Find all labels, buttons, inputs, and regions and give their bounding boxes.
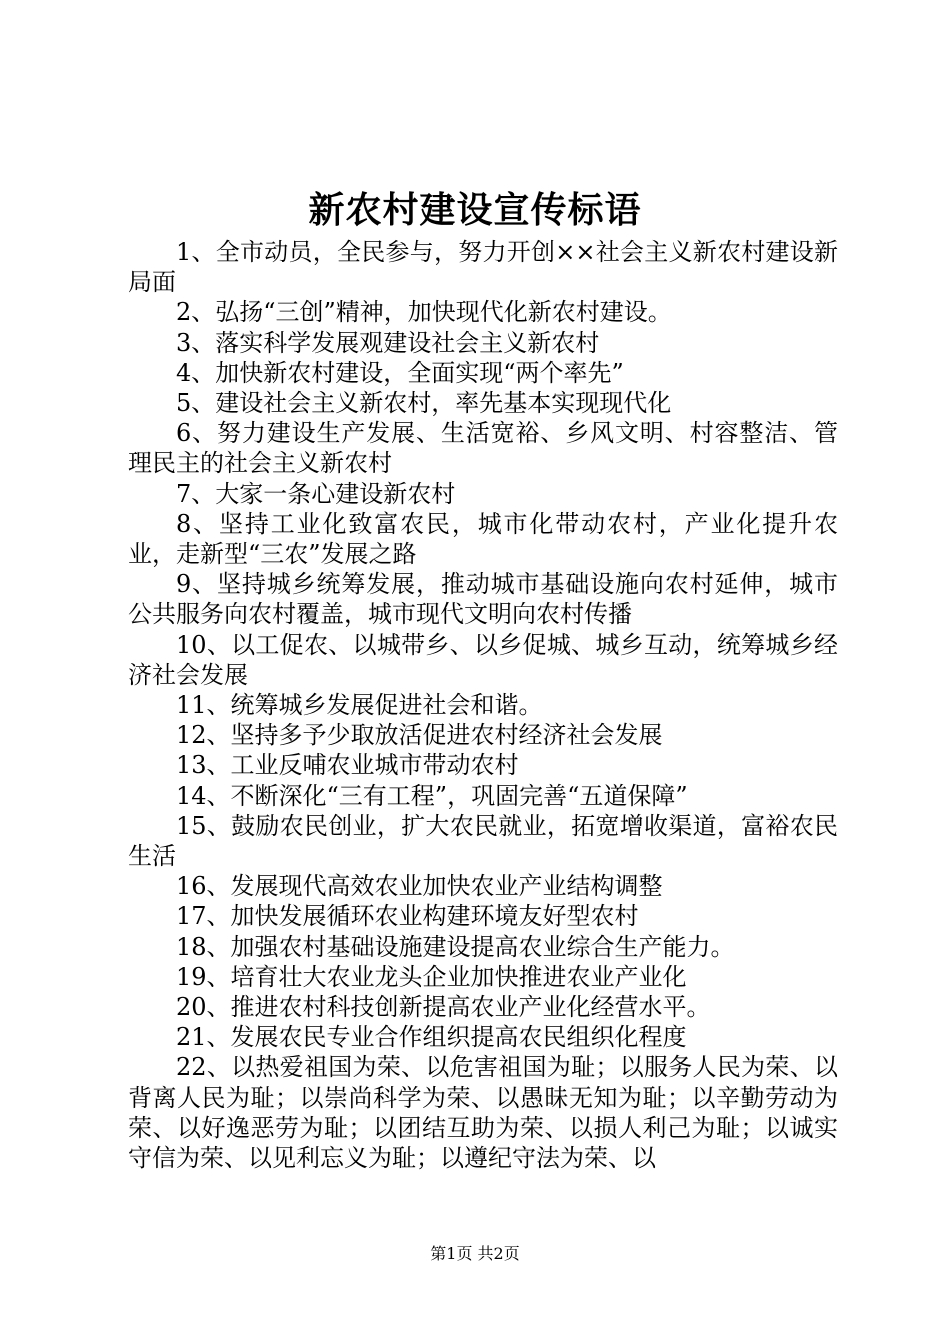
document-body (128, 237, 838, 1173)
slogan-item: 22、以热爱祖国为荣、以危害祖国为耻；以服务人民为荣、以背离人民为耻；以崇尚科学为荣、以愚昧无知为耻；以辛勤劳动为荣、以好逸恶劳为耻；以团结互助为荣、以损人利己为耻；以诚实守信为荣、以见利忘义为耻；以遵纪守法为荣、以 (128, 1053, 838, 1173)
slogan-item: 4、加快新农村建设，全面实现“两个率先” (176, 358, 624, 387)
slogan-item: 20、推进农村科技创新提高农业产业化经营水平。 (176, 993, 711, 1022)
slogan-item: 12、坚持多予少取放活促进农村经济社会发展 (176, 721, 663, 750)
slogan-item: 15、鼓励农民创业，扩大农民就业，拓宽增收渠道，富裕农民生活 (128, 811, 838, 871)
slogan-item: 11、统筹城乡发展促进社会和谐。 (176, 691, 543, 720)
slogan-item: 16、发展现代高效农业加快农业产业结构调整 (176, 872, 663, 901)
slogan-item: 1、全市动员，全民参与，努力开创××社会主义新农村建设新局面 (128, 238, 838, 297)
slogan-item: 14、不断深化“三有工程”，巩固完善“五道保障” (176, 781, 688, 810)
slogan-item: 18、加强农村基础设施建设提高农业综合生产能力。 (176, 932, 735, 961)
slogan-item: 21、发展农民专业合作组织提高农民组织化程度 (176, 1023, 687, 1052)
document-title: 新农村建设宣传标语 (308, 189, 642, 231)
slogan-item: 6、努力建设生产发展、生活宽裕、乡风文明、村容整洁、管理民主的社会主义新农村 (128, 419, 838, 478)
slogan-item: 2、弘扬“三创”精神，加快现代化新农村建设。 (176, 298, 672, 327)
slogan-item: 3、落实科学发展观建设社会主义新农村 (176, 328, 600, 357)
slogan-item: 17、加快发展循环农业构建环境友好型农村 (176, 902, 639, 931)
slogan-item: 5、建设社会主义新农村，率先基本实现现代化 (176, 389, 672, 418)
slogan-item: 19、培育壮大农业龙头企业加快推进农业产业化 (176, 962, 687, 991)
slogan-item: 13、工业反哺农业城市带动农村 (176, 751, 519, 780)
slogan-item: 10、以工促农、以城带乡、以乡促城、城乡互动，统筹城乡经济社会发展 (128, 630, 838, 689)
slogan-item: 7、大家一条心建设新农村 (176, 479, 456, 508)
slogan-item: 9、坚持城乡统筹发展，推动城市基础设施向农村延伸，城市公共服务向农村覆盖，城市现代文明向农村传播 (128, 570, 838, 629)
page-footer: 第1页 共2页 (430, 1244, 520, 1263)
slogan-item: 8、坚持工业化致富农民，城市化带动农村，产业化提升农业，走新型“三农”发展之路 (128, 509, 838, 569)
